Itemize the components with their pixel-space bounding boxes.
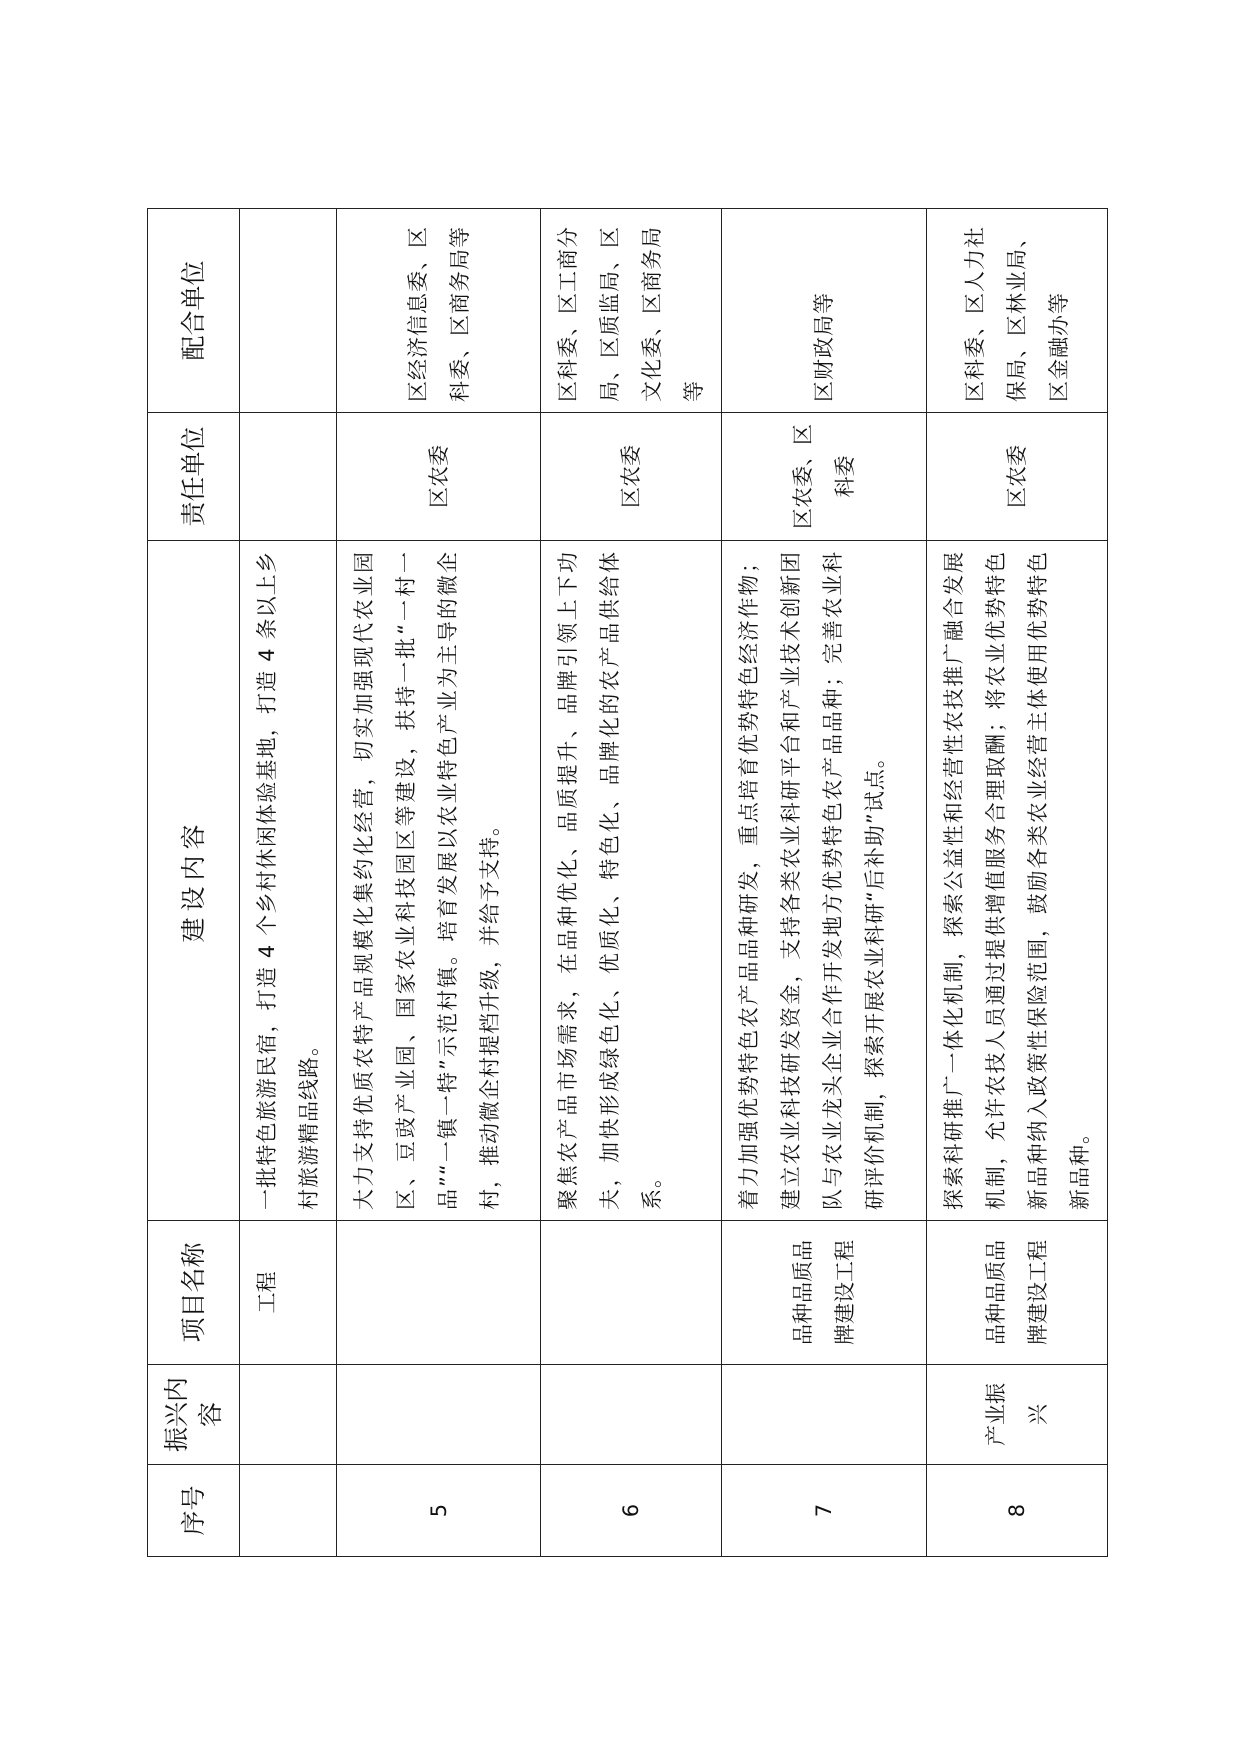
row-project <box>541 1221 722 1365</box>
row-responsible: 区农委 <box>541 413 722 541</box>
row-category <box>240 1365 337 1465</box>
row-responsible: 区农委、区科委 <box>722 413 927 541</box>
project-plan-table <box>147 208 1108 1557</box>
header-content: 建设内容 <box>148 541 240 1221</box>
rotated-landscape-page <box>147 209 1092 1557</box>
row-cooperating: 区科委、区工商分局、区质监局、区文化委、区商务局等 <box>541 209 722 413</box>
header-category: 振兴内容 <box>148 1365 240 1465</box>
row-category <box>541 1365 722 1465</box>
row-cooperating: 区经济信息委、区科委、区商务局等 <box>337 209 541 413</box>
row-seq <box>240 1465 337 1557</box>
row-responsible <box>240 413 337 541</box>
row-category <box>337 1365 541 1465</box>
table-row <box>240 209 337 1557</box>
header-cooperating: 配合单位 <box>148 209 240 413</box>
header-responsible: 责任单位 <box>148 413 240 541</box>
page-rotation-frame <box>147 209 1092 1557</box>
row-cooperating: 区科委、区人力社保局、区林业局、区金融办等 <box>927 209 1108 413</box>
header-project: 项目名称 <box>148 1221 240 1365</box>
row-category: 产业振兴 <box>927 1365 1108 1465</box>
row-content: 一批特色旅游民宿，打造 4 个乡村休闲体验基地，打造 4 条以上乡村旅游精品线路。 <box>240 541 337 1221</box>
row-seq: 7 <box>722 1465 927 1557</box>
header-seq: 序号 <box>148 1465 240 1557</box>
row-seq: 5 <box>337 1465 541 1557</box>
row-seq: 6 <box>541 1465 722 1557</box>
row-project: 工程 <box>240 1221 337 1365</box>
row-responsible: 区农委 <box>927 413 1108 541</box>
row-content: 大力支持优质农特产品规模化集约化经营，切实加强现代农业园区、豆豉产业园、国家农业科技园区等建设，扶持一批“一村一品”“一镇一特”示范村镇。培育发展以农业特色产业为主导的微企村，推动微企村提档升级，并给予支持。 <box>337 541 541 1221</box>
table-header-row <box>148 209 240 1557</box>
row-responsible: 区农委 <box>337 413 541 541</box>
row-project: 品种品质品牌建设工程 <box>722 1221 927 1365</box>
row-content: 着力加强优势特色农产品品种研发，重点培育优势特色经济作物；建立农业科技研发资金，支持各类农业科研平台和产业技术创新团队与农业龙头企业合作开发地方优势特色农产品品种；完善农业科研评价机制，探索开展农业科研“后补助”试点。 <box>722 541 927 1221</box>
row-content: 探索科研推广一体化机制，探索公益性和经营性农技推广融合发展机制，允许农技人员通过提供增值服务合理取酬；将农业优势特色新品种纳入政策性保险范围，鼓励各类农业经营主体使用优势特色新品种。 <box>927 541 1108 1221</box>
row-seq: 8 <box>927 1465 1108 1557</box>
row-content: 聚焦农产品市场需求，在品种优化、品质提升、品牌引领上下功夫，加快形成绿色化、优质化、特色化、品牌化的农产品供给体系。 <box>541 541 722 1221</box>
row-cooperating <box>240 209 337 413</box>
row-category <box>722 1365 927 1465</box>
table-row <box>337 209 541 1557</box>
table-row <box>722 209 927 1557</box>
row-project: 品种品质品牌建设工程 <box>927 1221 1108 1365</box>
table-row <box>541 209 722 1557</box>
row-cooperating: 区财政局等 <box>722 209 927 413</box>
table-row <box>927 209 1108 1557</box>
row-project <box>337 1221 541 1365</box>
